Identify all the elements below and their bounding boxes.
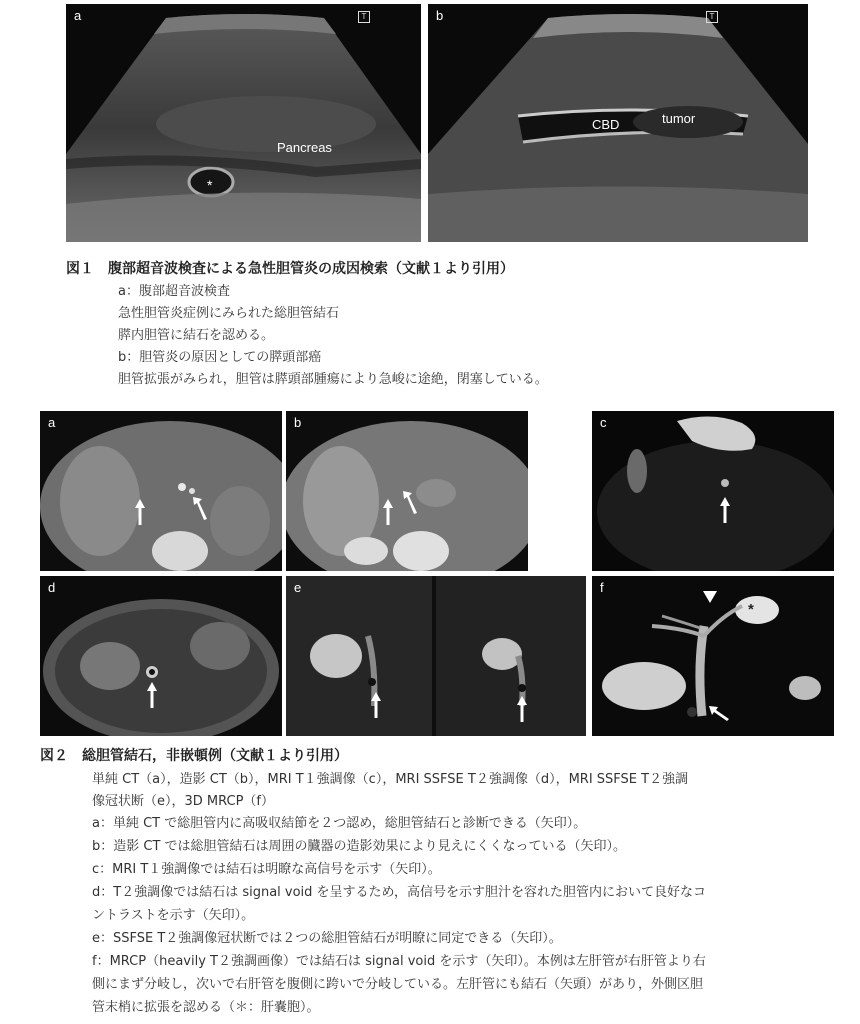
mri-d-image	[40, 576, 282, 736]
figure2-panel-f-mrcp	[592, 576, 834, 736]
figure2-caption-line: 側にまず分岐し，次いで右肝管を腹側に跨いで分岐している。左肝管にも結石（矢頭）があり，外側区胆	[92, 977, 704, 992]
panel-label-b: b	[294, 415, 302, 430]
figure1-caption-line: 膵内胆管に結石を認める。	[118, 328, 275, 343]
panel-label-d: d	[48, 580, 56, 595]
arrow-icon	[719, 497, 731, 523]
figure1-caption-line: a：腹部超音波検査	[118, 284, 230, 299]
cyst-asterisk-marker: *	[748, 601, 754, 618]
figure2-caption-line: ントラストを示す（矢印）。	[92, 908, 255, 923]
figure1-caption-title: 図１ 腹部超音波検査による急性胆管炎の成因検索（文献１より引用）	[66, 261, 514, 277]
figure2-panel-d-mri-t2	[40, 576, 282, 736]
panel-label-b: b	[436, 8, 444, 23]
orientation-marker-icon: T	[706, 11, 718, 23]
arrow-icon	[402, 489, 418, 515]
figure2-caption-line: e：SSFSE T２強調像冠状断では２つの総胆管結石が明瞭に同定できる（矢印）。	[92, 931, 562, 946]
arrow-icon	[146, 682, 158, 708]
arrow-icon	[192, 495, 208, 521]
panel-label-e: e	[294, 580, 302, 595]
figure2-caption-line: d：T２強調像では結石は signal void を呈するため，高信号を示す胆汁を容れた胆管内において良好なコ	[92, 885, 707, 900]
tumor-label: tumor	[662, 111, 696, 126]
figure2-panel-a-ct	[40, 411, 282, 571]
orientation-marker-icon: T	[358, 11, 370, 23]
figure2-caption-line: b：造影 CT では総胆管結石は周囲の臓器の造影効果により見えにくくなっている（矢印）。	[92, 839, 627, 854]
panel-label-c: c	[600, 415, 607, 430]
cbd-label: CBD	[592, 117, 620, 132]
figure2-caption-line: a：単純 CT で総胆管内に高吸収結節を２つ認め，総胆管結石と診断できる（矢印）。	[92, 816, 587, 831]
figure1-panel-a-ultrasound	[66, 4, 421, 242]
arrow-icon	[370, 692, 382, 718]
figure2-panel-c-mri-t1	[592, 411, 834, 571]
panel-label-a: a	[48, 415, 56, 430]
figure1-caption-line: 胆管拡張がみられ，胆管は膵頭部腫瘍により急峻に途絶，閉塞している。	[118, 372, 548, 387]
asterisk-marker: *	[207, 177, 213, 193]
figure2-caption-line: 管末梢に拡張を認める（＊：肝嚢胞）。	[92, 1000, 320, 1015]
arrow-icon	[516, 696, 528, 722]
figure2-caption-line: 像冠状断（e），3D MRCP（f）	[92, 794, 275, 809]
figure1-panel-b-ultrasound	[428, 4, 808, 242]
ultrasound-a-image	[66, 4, 421, 242]
figure1-caption-line: b：胆管炎の原因としての膵頭部癌	[118, 350, 322, 365]
panel-label-f: f	[600, 580, 604, 595]
mri-e-image	[286, 576, 586, 736]
figure2-caption-line: f：MRCP（heavily T２強調画像）では結石は signal void を示す（矢印）。本例は左肝管が右肝管より右	[92, 954, 706, 969]
ct-a-image	[40, 411, 282, 571]
arrowhead-icon	[702, 590, 718, 604]
figure2-caption-line: 単純 CT（a），造影 CT（b），MRI T１強調像（c），MRI SSFSE T２強調像（d），MRI SSFSE T２強調	[92, 772, 689, 787]
figure2-caption-line: c：MRI T１強調像では結石は明瞭な高信号を示す（矢印）。	[92, 862, 441, 877]
mri-c-image	[592, 411, 834, 571]
figure2-panel-e-ssfse-coronal	[286, 576, 586, 736]
arrow-icon	[134, 499, 146, 525]
arrow-icon	[382, 499, 394, 525]
figure2-caption-title: 図２ 総胆管結石，非嵌頓例（文献１より引用）	[40, 748, 348, 764]
panel-label-a: a	[74, 8, 82, 23]
figure1-caption-line: 急性胆管炎症例にみられた総胆管結石	[118, 306, 340, 321]
figure2-panel-b-contrast-ct	[286, 411, 528, 571]
arrow-icon	[708, 704, 730, 722]
pancreas-label: Pancreas	[277, 140, 332, 155]
